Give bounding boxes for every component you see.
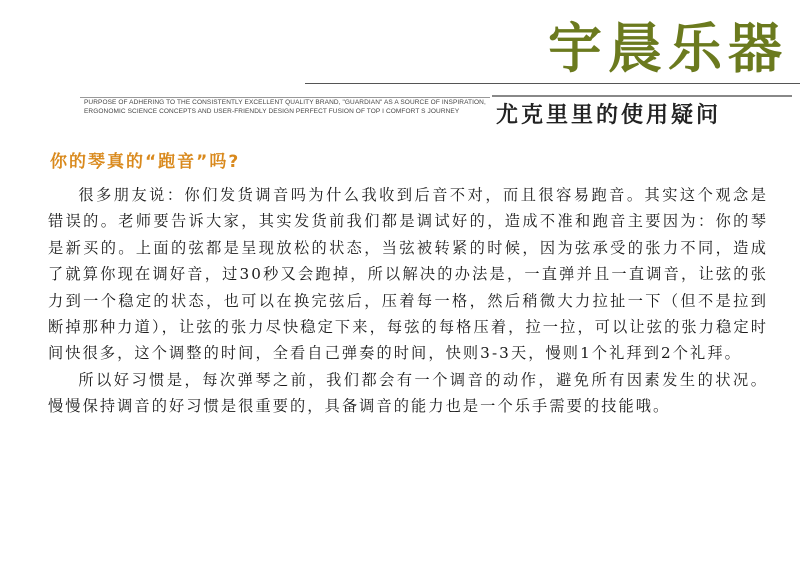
header-divider-top bbox=[305, 83, 800, 84]
article-body bbox=[48, 182, 768, 420]
tagline-line-2: ERGONOMIC SCIENCE CONCEPTS AND USER-FRIENDLY DESIGN PERFECT FUSION OF TOP I COMFORT S JOURNEY bbox=[84, 108, 460, 115]
brand-tagline bbox=[84, 98, 494, 116]
paragraph-2: 所以好习惯是，每次弹琴之前，我们都会有一个调音的动作，避免所有因素发生的状况。慢慢保持调音的好习惯是很重要的，具备调音的能力也是一个乐手需要的技能哦。 bbox=[48, 370, 768, 416]
paragraph-1: 很多朋友说：你们发货调音吗为什么我收到后音不对，而且很容易跑音。其实这个观念是错误的。老师要告诉大家，其实发货前我们都是调试好的，造成不准和跑音主要因为：你的琴是新买的。上面的弦都是呈现放松的状态，当弦被转紧的时候，因为弦承受的张力不同，造成了就算你现在调好音，过30秒又会跑掉，所以解决的办法是，一直弹并且一直调音，让弦的张力到一个稳定的状态，也可以在换完弦后，压着每一格，然后稍微大力拉扯一下（但不是拉到断掉那种力道），让弦的张力尽快稳定下来，每弦的每格压着，拉一拉，可以让弦的张力稳定时间快很多，这个调整的时间，全看自己弹奏的时间，快则3-3天，慢则1个礼拜到2个礼拜。 bbox=[48, 186, 768, 363]
tagline-line-1: PURPOSE OF ADHERING TO THE CONSISTENTLY EXCELLENT QUALITY BRAND, "GUARDIAN" AS A SOURCE OF INSPIRATION, bbox=[84, 99, 486, 106]
question-heading: 你的琴真的“跑音”吗? bbox=[50, 152, 241, 172]
brand-logo-text: 宇晨乐器 bbox=[548, 16, 788, 80]
section-subtitle: 尤克里里的使用疑问 bbox=[492, 95, 792, 135]
